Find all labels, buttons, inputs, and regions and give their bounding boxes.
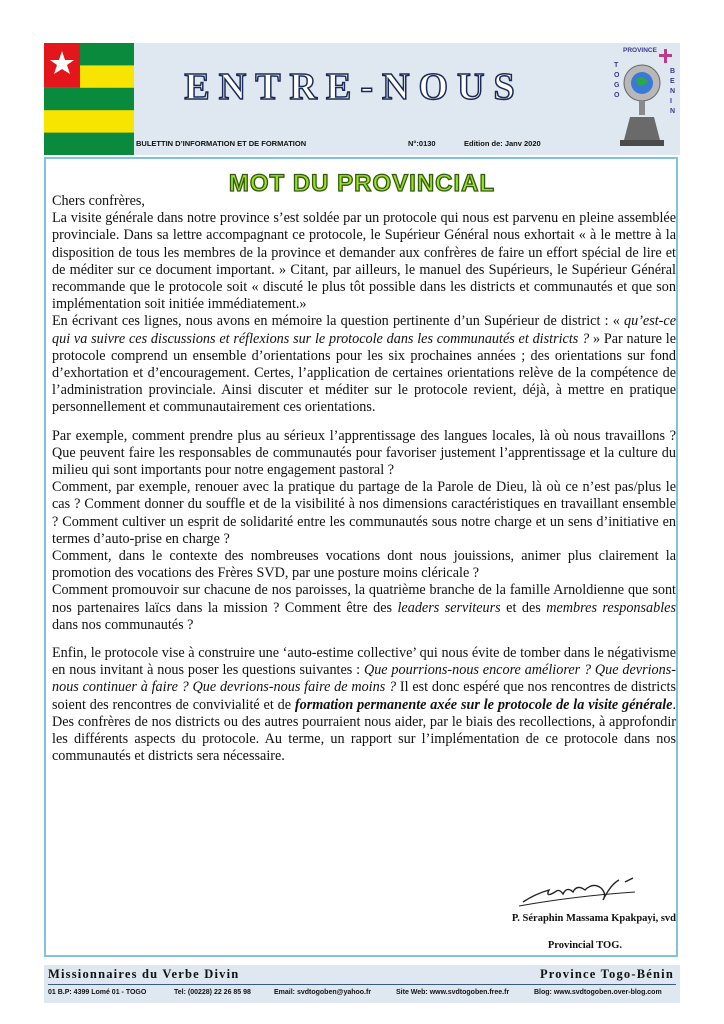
footer-divider — [48, 984, 676, 985]
article-title: MOT DU PROVINCIAL — [228, 170, 496, 197]
svg-text:I: I — [670, 98, 672, 105]
svg-text:N: N — [670, 108, 676, 115]
logo-top-text: PROVINCE — [623, 47, 657, 54]
province-logo — [610, 45, 678, 153]
footer-website: Site Web: www.svdtogoben.free.fr — [396, 989, 510, 996]
paragraph: La visite générale dans notre province s’est soldée par un protocole qui nous est parvenu en pleine assemblée provinciale. Dans sa lettre accompagnant ce protocole, le Supérieur Général nous exhortait « à le mettre à la disposition de tous les membres de la province et demander aux confrères de faire un effort spécial de lire et de méditer sur ce document important. » Citant, par ailleurs, le manuel des Supérieurs, le Supérieur Général recommande que le protocole soit « discuté le plus tôt possible dans les districts et communautés et que son implémentation soit initiée immédiatement.» — [52, 210, 676, 313]
footer-address: 01 B.P: 4399 Lomé 01 - TOGO — [48, 989, 147, 996]
issue-number: N°:0130 — [408, 139, 436, 148]
footer-email: Email: svdtogoben@yahoo.fr — [274, 989, 372, 996]
paragraph: En écrivant ces lignes, nous avons en mémoire la question pertinente d’un Supérieur de district : « qu’est-ce qui va suivre ces discussions et réflexions sur le protocole dans les communautés et districts ? » Par nature le protocole comprend un ensemble d’orientations pour les six prochaines années ; des orientations sur fond d’exhortation et d’encouragement. Certes, l’application de certaines orientations relève de la compétence de l’administration provinciale. Ainsi discuter et méditer sur le protocole revient, déjà, à mettre en pratique personnellement et communautairement ces orientations. — [52, 313, 676, 416]
svg-text:E: E — [670, 78, 675, 85]
masthead-header — [44, 43, 680, 155]
newsletter-subline — [136, 139, 596, 153]
svg-text:G: G — [614, 82, 620, 89]
article-body — [52, 193, 676, 766]
svg-text:O: O — [614, 72, 620, 79]
paragraph: Comment, par exemple, renouer avec la pratique du partage de la Parole de Dieu, là où ce n’est pas/plus le cas ? Comment donner du souffle et de la visibilité à nos dimensions caractéristiques en travaillant ensemble ? Comment cultiver un esprit de solidarité entre les communautés sous notre charge et un sens d’initiative en termes d’auto-prise en charge ? — [52, 479, 676, 547]
footer-phone: Tel: (00228) 22 26 85 98 — [174, 989, 251, 996]
edition-date: Edition de: Janv 2020 — [464, 139, 541, 148]
signer-title: Provincial TOG. — [547, 940, 622, 951]
logo-right-text — [670, 68, 675, 115]
footer-blog: Blog: www.svdtogoben.over-blog.com — [534, 989, 662, 996]
paragraph: Enfin, le protocole vise à construire une ‘auto-estime collective’ qui nous évite de tomber dans le négativisme en nous invitant à nous poser les questions suivantes : Que pourrions-nous encore améliorer ? Que devrions-nous continuer à faire ? Que devrions-nous faire de moins ? Il est donc espéré que nos rencontres de districts soient des rencontres de convivialité et de formation permanente axée sur le protocole de la visite générale. Des confrères de nos districts ou des autres pourraient nous aider, par le biais des recollections, à approfondir les différents aspects du protocole. Au terme, un rapport sur l’implémentation de ce protocole dans nos communautés et districts sera nécessaire. — [52, 645, 676, 765]
svg-text:O: O — [614, 92, 620, 99]
footer-province: Province Togo-Bénin — [539, 967, 674, 981]
paragraph: Comment, dans le contexte des nombreuses vocations dont nous jouissions, animer plus clairement la promotion des vocations des Frères SVD, par une posture moins cléricale ? — [52, 548, 676, 582]
logo-left-text — [614, 62, 620, 99]
footer-congregation: Missionnaires du Verbe Divin — [48, 967, 240, 981]
svg-text:N: N — [670, 88, 676, 95]
handwritten-signature — [515, 872, 660, 910]
signer-name: P. Séraphin Massama Kpakpayi, svd — [511, 913, 676, 924]
togo-flag-icon — [44, 43, 134, 155]
newsletter-title: ENTRE-NOUS — [184, 66, 524, 108]
newsletter-subtitle: BULETTIN D’INFORMATION ET DE FORMATION — [136, 139, 307, 148]
salutation: Chers confrères, — [52, 193, 145, 209]
svg-text:B: B — [670, 68, 676, 75]
svg-text:T: T — [614, 62, 619, 69]
paragraph: Comment promouvoir sur chacune de nos paroisses, la quatrième branche de la famille Arnoldienne que sont nos partenaires laïcs dans la mission ? Comment être des leaders serviteurs et des membres responsables dans nos communautés ? — [52, 582, 676, 633]
paragraph: Par exemple, comment prendre plus au sérieux l’apprentissage des langues locales, là où nous travaillons ? Que peuvent faire les responsables de communautés pour favoriser justement l’apprentissage et la culture du milieu qui sont importants pour notre engagement pastoral ? — [52, 427, 676, 479]
footer — [44, 965, 680, 1003]
